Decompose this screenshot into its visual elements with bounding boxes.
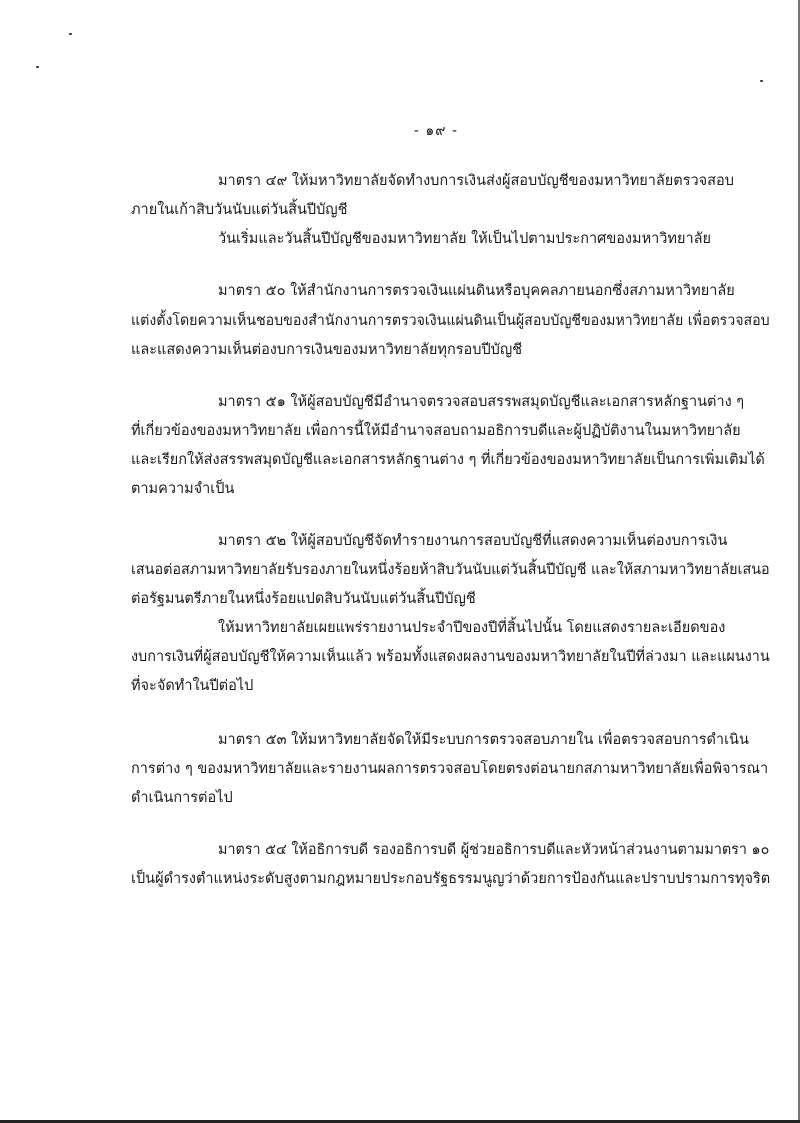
- section-52-line: เสนอต่อสภามหาวิทยาลัยรับรองภายในหนึ่งร้อยห้าสิบวันนับแต่วันสิ้นปีบัญชี และให้สภามหาวิทยาลัยเสนอ: [131, 562, 770, 578]
- scan-speck: [760, 80, 763, 82]
- section-52-line: มาตรา ๕๒ ให้ผู้สอบบัญชีจัดทำรายงานการสอบบัญชีที่แสดงความเห็นต่องบการเงิน: [218, 533, 728, 549]
- section-54-line: มาตรา ๕๔ ให้อธิการบดี รองอธิการบดี ผู้ช่วยอธิการบดีและหัวหน้าส่วนงานตามมาตรา ๑๐: [218, 842, 770, 858]
- section-50-line: แต่งตั้งโดยความเห็นชอบของสำนักงานการตรวจเงินแผ่นดินเป็นผู้สอบบัญชีของมหาวิทยาลัย เพื่อตรวจสอบ: [131, 313, 770, 329]
- page-number: - ๑๙ -: [413, 123, 459, 139]
- section-53-line: การต่าง ๆ ของมหาวิทยาลัยและรายงานผลการตรวจสอบโดยตรงต่อนายกสภามหาวิทยาลัยเพื่อพิจารณา: [131, 761, 769, 777]
- section-50-line: มาตรา ๕๐ ให้สำนักงานการตรวจเงินแผ่นดินหรือบุคคลภายนอกซึ่งสภามหาวิทยาลัย: [218, 283, 735, 299]
- section-51-line: มาตรา ๕๑ ให้ผู้สอบบัญชีมีอำนาจตรวจสอบสรรพสมุดบัญชีและเอกสารหลักฐานต่าง ๆ: [218, 394, 745, 410]
- section-49-line: วันเริ่มและวันสิ้นปีบัญชีของมหาวิทยาลัย ให้เป็นไปตามประกาศของมหาวิทยาลัย: [218, 231, 711, 247]
- section-51-line: ที่เกี่ยวข้องของมหาวิทยาลัย เพื่อการนี้ให้มีอำนาจสอบถามอธิการบดีและผู้ปฏิบัติงานในมหาวิทยาลัย: [131, 423, 741, 439]
- scan-speck: [36, 66, 39, 68]
- section-54-line: เป็นผู้ดำรงตำแหน่งระดับสูงตามกฎหมายประกอบรัฐธรรมนูญว่าด้วยการป้องกันและปราบปรามการทุจริต: [131, 871, 771, 887]
- section-49-line: มาตรา ๔๙ ให้มหาวิทยาลัยจัดทำงบการเงินส่งผู้สอบบัญชีของมหาวิทยาลัยตรวจสอบ: [218, 173, 734, 189]
- section-52-line: ที่จะจัดทำในปีต่อไป: [131, 678, 254, 694]
- section-52-line: งบการเงินที่ผู้สอบบัญชีให้ความเห็นแล้ว พร้อมทั้งแสดงผลงานของมหาวิทยาลัยในปีที่ล่วงมา และแผนงาน: [131, 649, 770, 665]
- section-49-line: ภายในเก้าสิบวันนับแต่วันสิ้นปีบัญชี: [131, 202, 348, 218]
- section-52-line: ต่อรัฐมนตรีภายในหนึ่งร้อยแปดสิบวันนับแต่วันสิ้นปีบัญชี: [131, 591, 476, 607]
- section-53-line: ดำเนินการต่อไป: [131, 790, 233, 806]
- scan-speck: [69, 33, 72, 35]
- section-50-line: และแสดงความเห็นต่องบการเงินของมหาวิทยาลัยทุกรอบปีบัญชี: [131, 342, 523, 358]
- section-53-line: มาตรา ๕๓ ให้มหาวิทยาลัยจัดให้มีระบบการตรวจสอบภายใน เพื่อตรวจสอบการดำเนิน: [218, 732, 749, 748]
- section-51-line: ตามความจำเป็น: [131, 481, 235, 497]
- section-52-line: ให้มหาวิทยาลัยเผยแพร่รายงานประจำปีของปีที่สิ้นไปนั้น โดยแสดงรายละเอียดของ: [218, 620, 726, 636]
- section-51-line: และเรียกให้ส่งสรรพสมุดบัญชีและเอกสารหลักฐานต่าง ๆ ที่เกี่ยวข้องของมหาวิทยาลัยเป็นการเพิ่มเติมได้: [131, 452, 765, 468]
